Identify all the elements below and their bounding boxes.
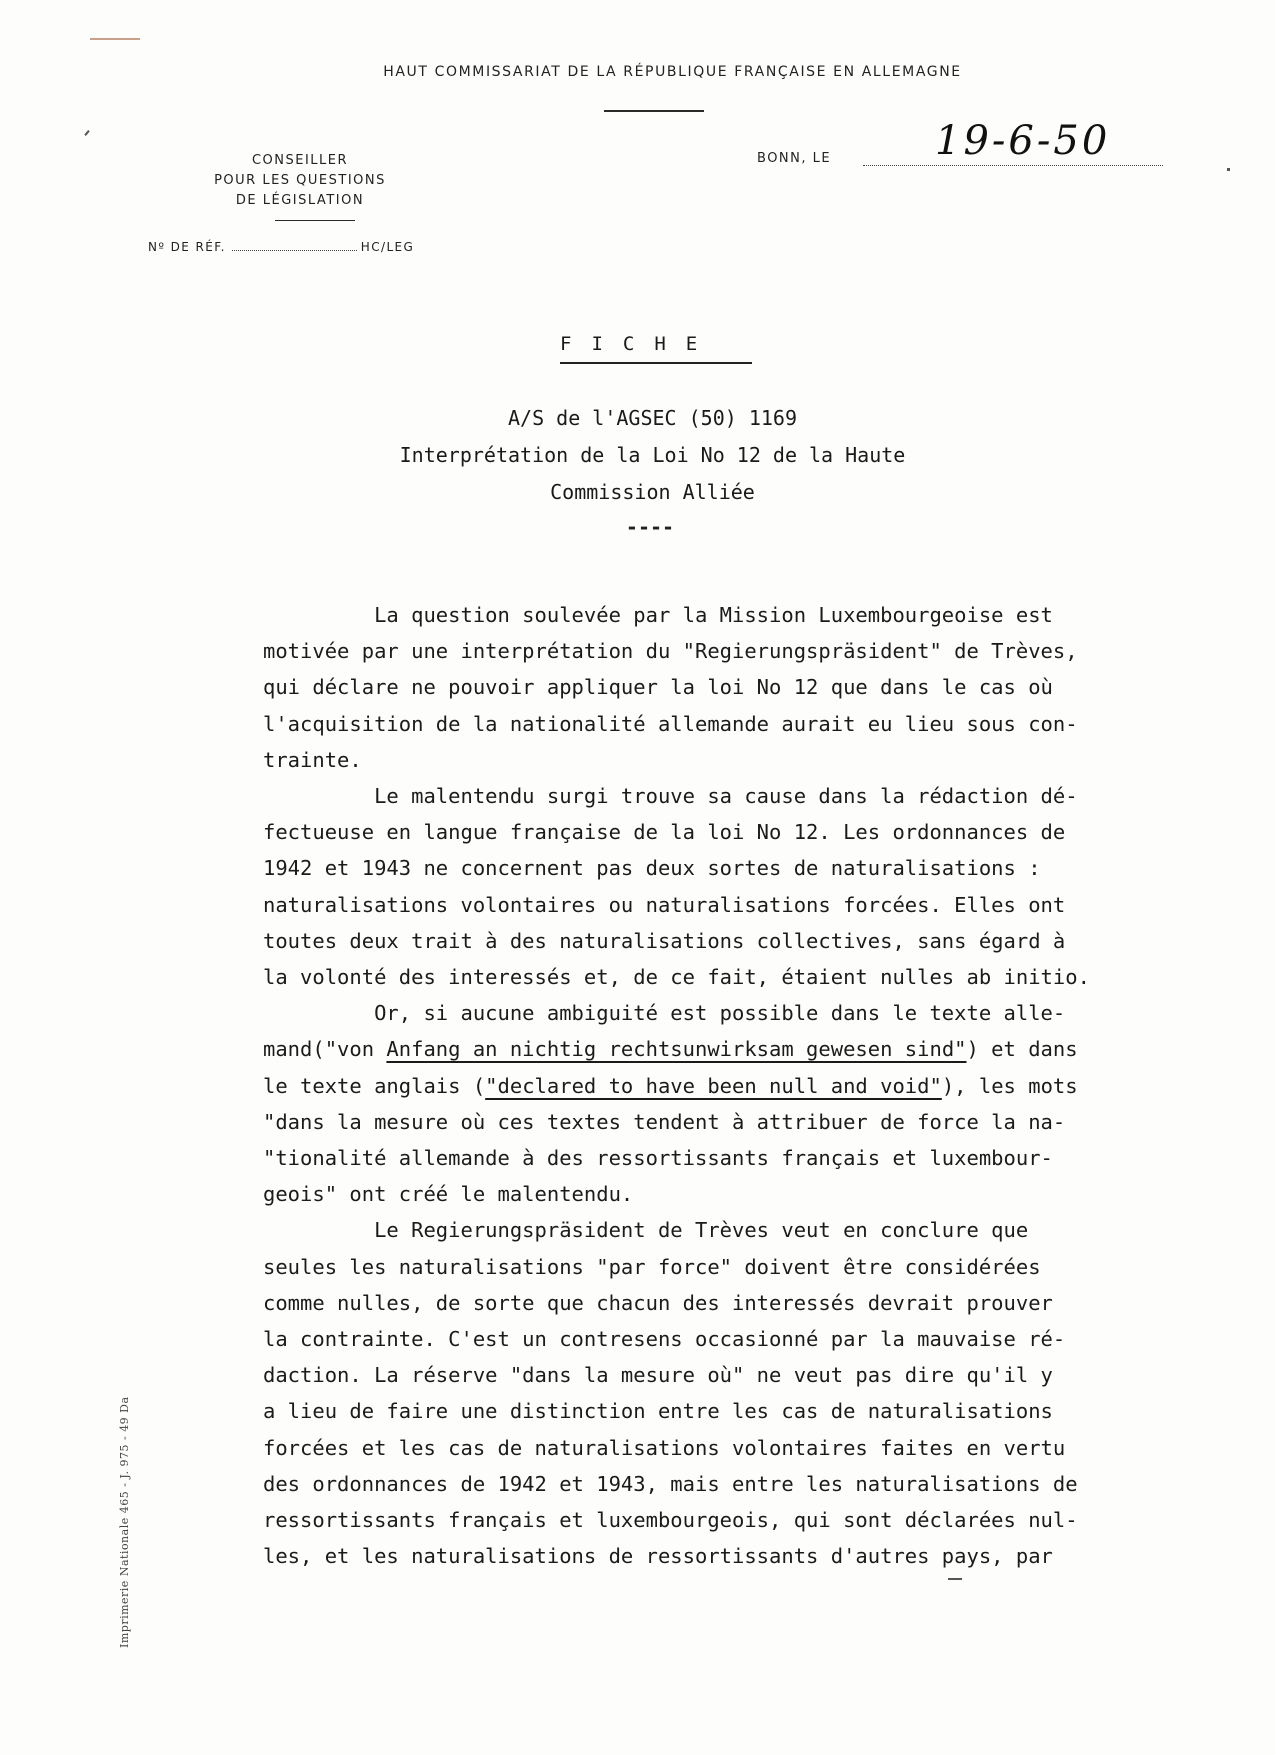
body-line: a lieu de faire une distinction entre les cas de naturalisations [263,1399,1053,1424]
body-line: trainte. [263,747,362,772]
body-line: "dans la mesure où ces textes tendent à attribuer de force la na- [263,1109,1066,1134]
body-line: seules les naturalisations "par force" doivent être considérées [263,1254,1041,1279]
body-line: comme nulles, de sorte que chacun des interessés devrait prouver [263,1290,1053,1315]
body-line: naturalisations volontaires ou naturalisations forcées. Elles ont [263,892,1066,917]
underlined-german-quote: Anfang an nichtig rechtsunwirksam gewesen sind" [386,1037,967,1062]
body-line: qui déclare ne pouvoir appliquer la loi No 12 que dans le cas où [263,675,1053,700]
separator: ---- [625,515,675,539]
body-line: les, et les naturalisations de ressortissants d'autres pays, par [263,1544,1053,1569]
body-line: la volonté des interessés et, de ce fait, étaient nulles ab initio. [263,965,1090,990]
letterhead-rule [604,110,704,112]
title-underline [560,362,752,364]
department-rule [275,220,355,221]
handwritten-date: 19-6-50 [935,118,1111,164]
department-line: DE LÉGISLATION [235,193,365,208]
body-line: toutes deux trait à des naturalisations collectives, sans égard à [263,928,1066,953]
pencil-mark [948,1578,962,1580]
letterhead: HAUT COMMISSARIAT DE LA RÉPUBLIQUE FRANÇAISE EN ALLEMAGNE [383,64,962,80]
body-line [263,1031,1223,1067]
underlined-english-quote: "declared to have been null and void" [485,1073,942,1098]
body-line: La question soulevée par la Mission Luxembourgeoise est [263,603,1053,627]
body-line: Or, si aucune ambiguité est possible dans le texte alle- [263,1001,1066,1026]
body-line: "tionalité allemande à des ressortissants français et luxembour- [263,1146,1053,1171]
body-line: forcées et les cas de naturalisations volontaires faites en vertu [263,1435,1066,1460]
subject-block [0,400,1275,511]
body-segment: le texte anglais ( [263,1073,486,1098]
subject-line: A/S de l'AGSEC (50) 1169 [508,406,797,430]
reference-label: Nº DE RÉF. [148,240,226,254]
department-block [185,151,415,211]
pencil-mark [90,38,140,40]
body-line: l'acquisition de la nationalité allemande aurait eu lieu sous con- [263,711,1078,736]
body-line: Le Regierungspräsident de Trèves veut en conclure que [263,1218,1029,1243]
department-line: CONSEILLER [251,153,349,168]
body-line: Le malentendu surgi trouve sa cause dans la rédaction dé- [263,784,1078,809]
place-label: BONN, LE [757,151,832,166]
body-line: ressortissants français et luxembourgeois, qui sont déclarées nul- [263,1508,1078,1533]
imprint-note: Imprimerie Nationale 465 - J. 975 - 49 Da [118,1396,131,1648]
reference-suffix: HC/LEG [360,240,415,254]
subject-line: Commission Alliée [550,480,755,504]
body-line: 1942 et 1943 ne concernent pas deux sortes de naturalisations : [263,856,1041,881]
body-line [263,1068,1223,1104]
body-line: geois" ont créé le malentendu. [263,1182,634,1207]
department-line: POUR LES QUESTIONS [214,173,386,188]
body-segment: mand("von [263,1037,387,1062]
body-segment: ) et dans [966,1037,1078,1062]
body-text [263,597,1223,1574]
body-line: la contrainte. C'est un contresens occasionné par la mauvaise ré- [263,1327,1066,1352]
reference-line [148,240,414,254]
body-line: des ordonnances de 1942 et 1943, mais entre les naturalisations de [263,1471,1078,1496]
body-line: daction. La réserve "dans la mesure où" ne veut pas dire qu'il y [263,1363,1053,1388]
subject-line: Interprétation de la Loi No 12 de la Haute [399,443,906,467]
pencil-mark [1227,168,1230,171]
body-line: motivée par une interprétation du "Regierungspräsident" de Trèves, [263,639,1078,664]
body-line: fectueuse en langue française de la loi No 12. Les ordonnances de [263,820,1066,845]
date-line [863,165,1163,166]
body-segment: ), les mots [941,1073,1078,1098]
reference-dots [232,250,357,251]
document-title: FICHE [560,333,718,355]
pencil-mark [84,130,89,136]
